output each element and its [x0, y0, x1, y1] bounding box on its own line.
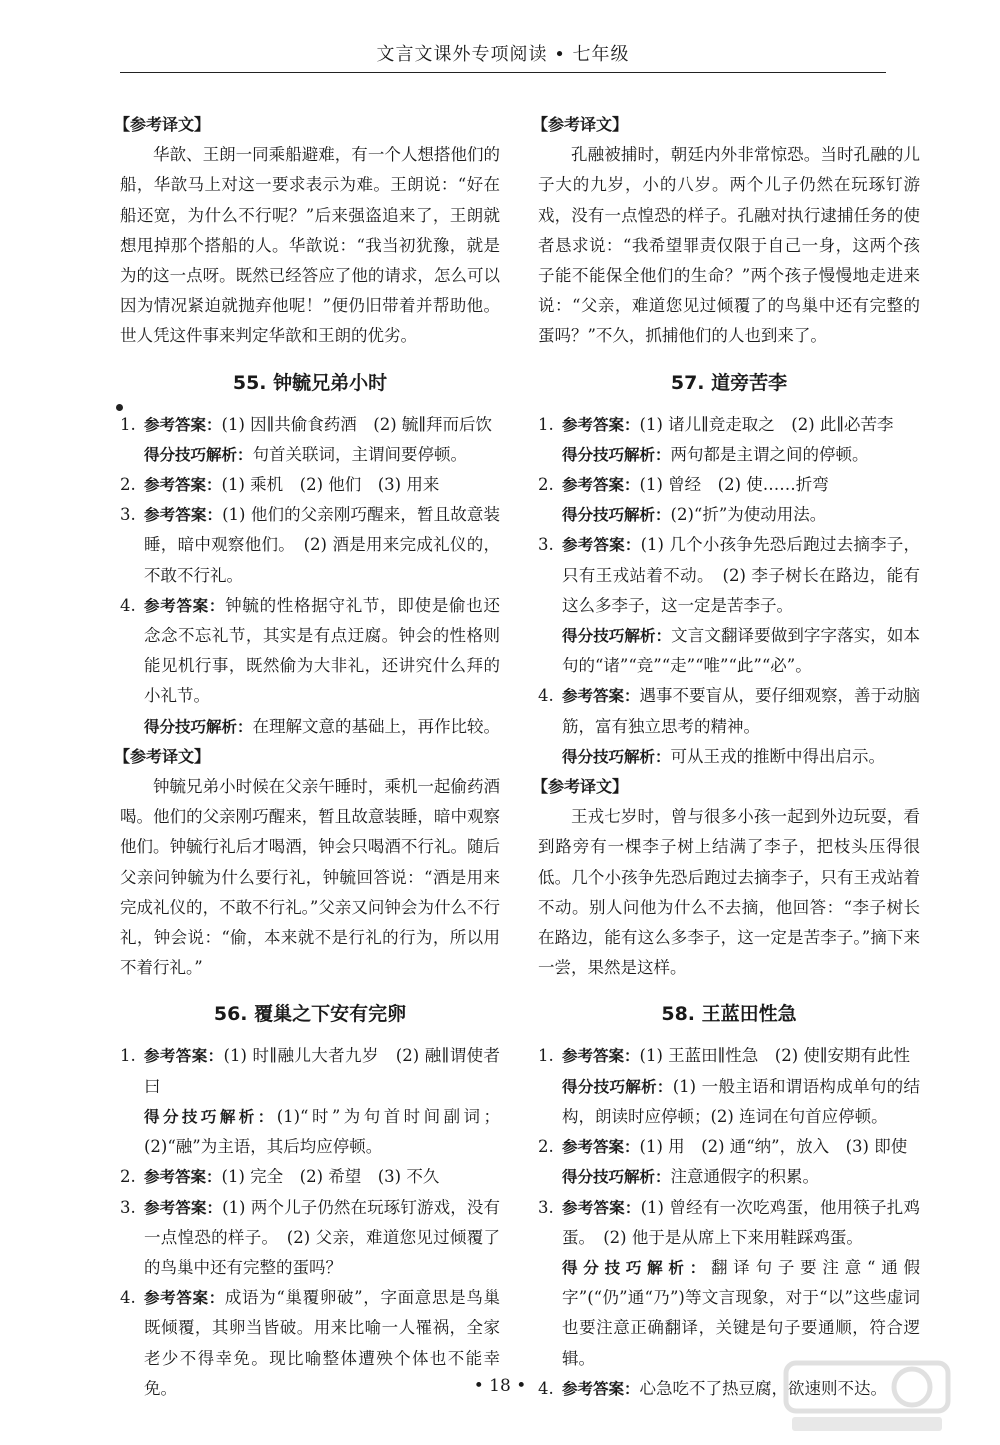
answer-item: 3. 参考答案：(1) 几个小孩争先恐后跑过去摘李子，只有王戎站着不动。 (2) 李子树长在路边，能有这么多李子，这一定是苦李子。: [538, 535, 920, 615]
reference-translation-text: 钟毓兄弟小时候在父亲午睡时，乘机一起偷药酒喝。他们的父亲刚巧醒来，暂且故意装睡，暗中观察他们。钟毓行礼后才喝酒，钟会只喝酒不行礼。随后父亲问钟毓为什么要行礼，钟毓回答说：“酒是用来完成礼仪的，不敢不行礼。”父亲又问钟会为什么不行礼，钟会说：“偷，本来就不是行礼的行为，所以用不着行礼。”: [120, 777, 500, 978]
answer-item: 4. 参考答案：心急吃不了热豆腐，欲速则不达。: [538, 1378, 888, 1398]
section-title-55: 55. 钟毓兄弟小时: [232, 371, 388, 394]
answer-item: 1. 参考答案：(1) 王蓝田∥性急 (2) 使∥安期有此性: [538, 1046, 910, 1066]
answer-tip: 得分技巧解析：两句都是主谓之间的停顿。: [562, 444, 869, 464]
header-rule: [120, 72, 886, 73]
answer-item: 2. 参考答案：(1) 乘机 (2) 他们 (3) 用来: [120, 475, 440, 495]
answer-tip: 得分技巧解析：(2)“折”为使动用法。: [562, 505, 827, 525]
answer-item: 1. 参考答案：(1) 时∥融儿大者九岁 (2) 融∥谓使者曰: [120, 1046, 500, 1096]
watermark-logo: [782, 1357, 952, 1437]
section-title-57: 57. 道旁苦李: [670, 371, 788, 394]
answer-item: 4. 参考答案：遇事不要盲从，要仔细观察，善于动脑筋，富有独立思考的精神。: [538, 686, 921, 736]
answer-tip: 得分技巧解析：(1) 一般主语和谓语构成单句的结构，朗读时应停顿；(2) 连词在句首应停顿。: [562, 1076, 920, 1126]
answer-item: 3. 参考答案：(1) 两个儿子仍然在玩琢钉游戏，没有一点惶恐的样子。 (2) 父亲，难道您见过倾覆了的鸟巢中还有完整的蛋吗？: [120, 1197, 500, 1277]
running-header: 文言文课外专项阅读 • 七年级: [376, 44, 630, 65]
right-column: [532, 110, 921, 1404]
answer-item: 4. 参考答案：成语为“巢覆卵破”，字面意思是鸟巢既倾覆，其卵当皆破。用来比喻一人罹祸，全家老少不得幸免。现比喻整体遭殃个体也不能幸免。: [120, 1288, 500, 1398]
answer-tip: 得分技巧解析：注意通假字的积累。: [562, 1167, 820, 1187]
answer-item: 4. 参考答案：钟毓的性格据守礼节，即使是偷也还念念不忘礼节，其实是有点迂腐。钟会的性格则能见机行事，既然偷为大非礼，还讲究什么拜的小礼节。: [120, 595, 500, 706]
reference-translation-heading: 【参考译文】: [114, 746, 211, 766]
reference-translation-heading: 【参考译文】: [532, 777, 629, 797]
answer-item: 3. 参考答案：(1) 他们的父亲刚巧醒来，暂且故意装睡，暗中观察他们。 (2) 酒是用来完成礼仪的，不敢不行礼。: [120, 505, 500, 585]
answer-item: 3. 参考答案：(1) 曾经有一次吃鸡蛋，他用筷子扎鸡蛋。 (2) 他于是从席上下来用鞋踩鸡蛋。: [538, 1197, 920, 1247]
reference-translation-heading: 【参考译文】: [532, 115, 629, 134]
answer-item: 2. 参考答案：(1) 曾经 (2) 使……折弯: [538, 475, 829, 495]
answer-tip: 得分技巧解析：文言文翻译要做到字字落实，如本句的“诸”“竞”“走”“唯”“此”“必”。: [562, 626, 920, 676]
section-title-58: 58. 王蓝田性急: [661, 1003, 797, 1026]
left-column: [114, 110, 501, 1404]
answer-item: 2. 参考答案：(1) 完全 (2) 希望 (3) 不久: [120, 1167, 440, 1187]
page-number: • 18 •: [473, 1376, 527, 1396]
reference-translation-text: 华歆、王朗一同乘船避难，有一个人想搭他们的船，华歆马上对这一要求表示为难。王朗说：“好在船还宽，为什么不行呢？”后来强盗追来了，王朗就想甩掉那个搭船的人。华歆说：“我当初犹豫，就是为的这一点呀。既然已经答应了他的请求，怎么可以因为情况紧迫就抛弃他呢！”便仍旧带着并帮助他。世人凭这件事来判定华歆和王朗的优劣。: [120, 145, 500, 346]
answer-tip: 得分技巧解析：可从王戎的推断中得出启示。: [562, 746, 886, 766]
section-title-56: 56. 覆巢之下安有完卵: [213, 1003, 407, 1026]
answer-tip: 得分技巧解析：翻译句子要注意“通假字”(“仍”通“乃”)等文言现象，对于“以”这些虚词也要注意正确翻译，关键是句子要通顺，符合逻辑。: [562, 1257, 920, 1368]
reference-translation-heading: 【参考译文】: [114, 115, 211, 134]
reference-translation-text: 孔融被捕时，朝廷内外非常惊恐。当时孔融的儿子大的九岁，小的八岁。两个儿子仍然在玩琢钉游戏，没有一点惶恐的样子。孔融对执行逮捕任务的使者恳求说：“我希望罪责仅限于自己一身，这两个孩子能不能保全他们的生命？”两个孩子慢慢地走进来说：“父亲，难道您见过倾覆了的鸟巢中还有完整的蛋吗？”不久，抓捕他们的人也到来了。: [538, 145, 920, 346]
answer-item: 2. 参考答案：(1) 用 (2) 通“纳”，放入 (3) 即使: [538, 1137, 908, 1157]
reference-translation-text: 王戎七岁时，曾与很多小孩一起到外边玩耍，看到路旁有一棵李子树上结满了李子，把枝头压得很低。几个小孩争先恐后跑过去摘李子，只有王戎站着不动。别人问他为什么不去摘，他回答：“李子树长在路边，能有这么多李子，这一定是苦李子。”摘下来一尝，果然是这样。: [538, 807, 920, 978]
answer-tip: 得分技巧解析：句首关联词，主谓间要停顿。: [144, 444, 468, 464]
answer-item: 1. 参考答案：(1) 诸儿∥竞走取之 (2) 此∥必苦李: [538, 414, 894, 434]
answer-tip: 得分技巧解析：在理解文意的基础上，再作比较。: [144, 716, 501, 736]
answer-tip: 得分技巧解析：(1)“时”为句首时间副词；(2)“融”为主语，其后均应停顿。: [144, 1106, 500, 1157]
answer-item: 1. 参考答案：(1) 因∥共偷食药酒 (2) 毓∥拜而后饮: [120, 414, 492, 434]
